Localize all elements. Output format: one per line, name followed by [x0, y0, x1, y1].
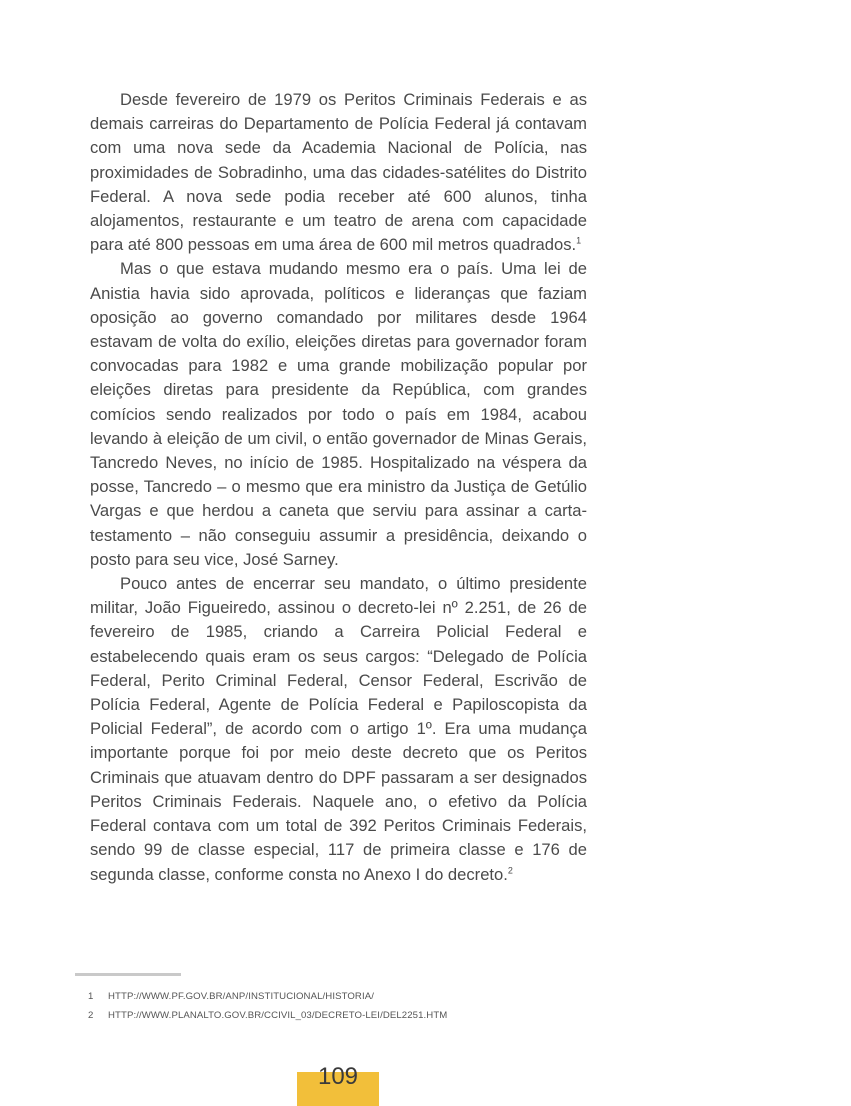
footnotes: [88, 987, 788, 1025]
paragraph-3: [90, 572, 587, 887]
paragraph-2-text: Mas o que estava mudando mesmo era o país. Uma lei de Anistia havia sido aprovada, políticos e lideranças que faziam oposição ao governo comandado por militares desde 1964 estavam de volta do exílio, eleições diretas para governador foram convocadas para 1982 e uma grande mobilização popular por eleições diretas para presidente da República, com grandes comícios sendo realizados por todo o país em 1984, acabou levando à eleição de um civil, o então governador de Minas Gerais, Tancredo Neves, no início de 1985. Hospitalizado na véspera da posse, Tancredo – o mesmo que era ministro da Justiça de Getúlio Vargas e que herdou a caneta que serviu para assinar a carta-testamento – não conseguiu assumir a presidência, deixando o posto para seu vice, José Sarney.: [90, 259, 587, 569]
body-text: [90, 88, 587, 887]
footnote-2: [88, 1006, 788, 1025]
footnote-1: [88, 987, 788, 1006]
paragraph-2: [90, 257, 587, 572]
page-number: 109: [317, 1063, 359, 1090]
paragraph-3-text: Pouco antes de encerrar seu mandato, o último presidente militar, João Figueiredo, assinou o decreto-lei nº 2.251, de 26 de fevereiro de 1985, criando a Carreira Policial Federal e estabelecendo quais eram os seus cargos: “Delegado de Polícia Federal, Perito Criminal Federal, Censor Federal, Escrivão de Polícia Federal, Agente de Polícia Federal e Papiloscopista da Policial Federal”, de acordo com o artigo 1º. Era uma mudança importante porque foi por meio deste decreto que os Peritos Criminais que atuavam dentro do DPF passaram a ser designados Peritos Criminais Federais. Naquele ano, o efetivo da Polícia Federal contava com um total de 392 Peritos Criminais Federais, sendo 99 de classe especial, 117 de primeira classe e 176 de segunda classe, conforme consta no Anexo I do decreto.: [90, 574, 587, 884]
footnote-number: 1: [88, 991, 94, 1002]
footnote-link-1[interactable]: HTTP://WWW.PF.GOV.BR/ANP/INSTITUCIONAL/HISTORIA/: [108, 991, 374, 1002]
paragraph-1: [90, 88, 587, 257]
footnote-ref-2[interactable]: 2: [507, 864, 513, 875]
paragraph-1-text: Desde fevereiro de 1979 os Peritos Criminais Federais e as demais carreiras do Departamento de Polícia Federal já contavam com uma nova sede da Academia Nacional de Polícia, nas proximidades de Sobradinho, uma das cidades-satélites do Distrito Federal. A nova sede podia receber até 600 alunos, tinha alojamentos, restaurante e um teatro de arena com capacidade para até 800 pessoas em uma área de 600 mil metros quadrados.: [90, 90, 587, 255]
footnote-link-2[interactable]: HTTP://WWW.PLANALTO.GOV.BR/CCIVIL_03/DECRETO-LEI/DEL2251.HTM: [108, 1010, 448, 1021]
footnote-number: 2: [88, 1010, 94, 1021]
footnote-divider: [75, 973, 181, 976]
footnote-ref-1[interactable]: 1: [576, 235, 582, 246]
